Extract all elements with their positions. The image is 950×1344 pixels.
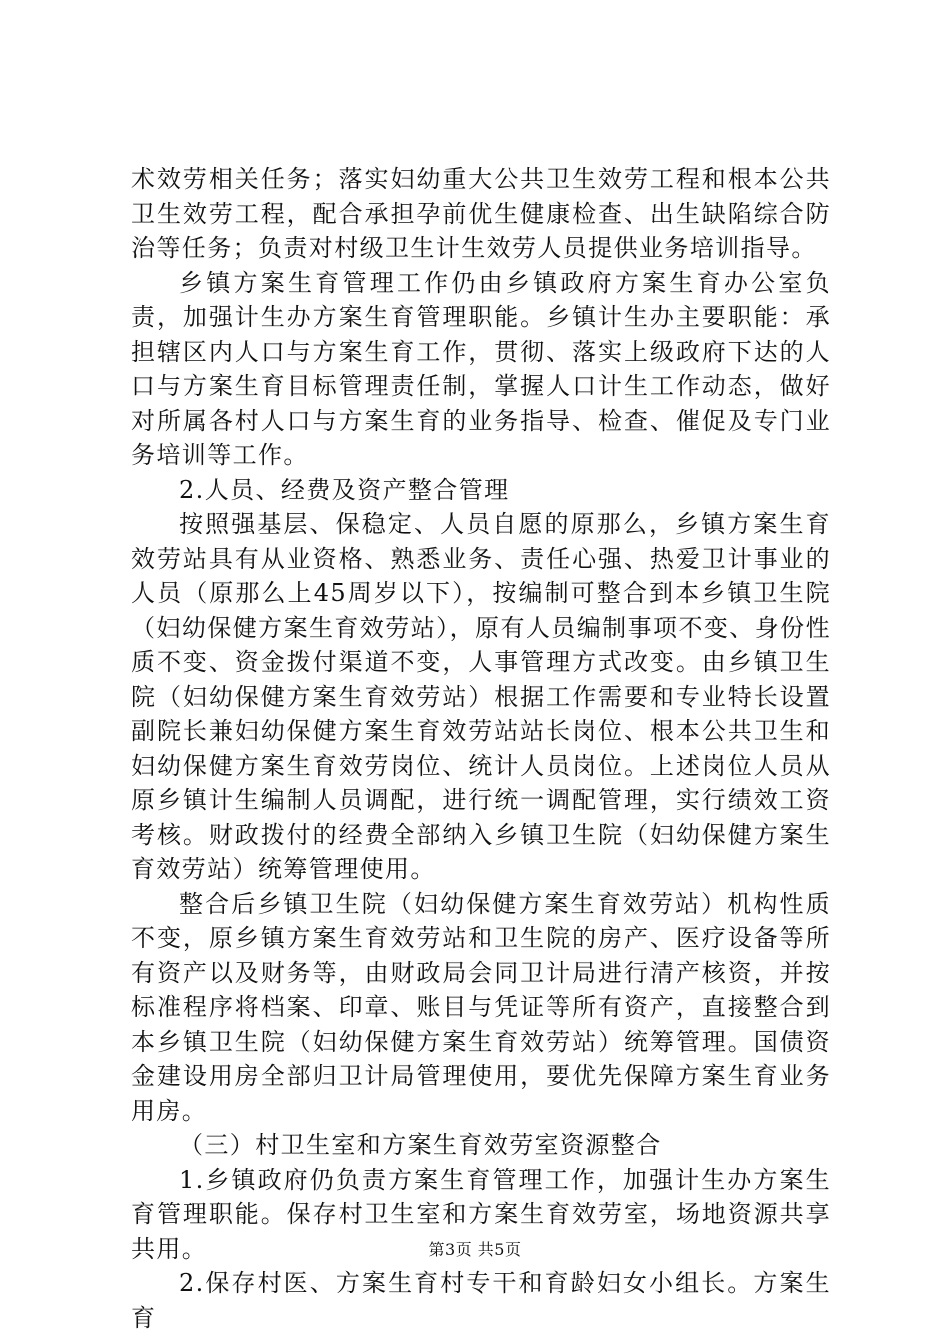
page-number-footer: 第3页 共5页 xyxy=(428,1240,522,1259)
document-body xyxy=(131,162,831,1335)
paragraph-8: 2.保存村医、方案生育村专干和育龄妇女小组长。方案生育 xyxy=(131,1269,831,1332)
paragraph-4: 按照强基层、保稳定、人员自愿的原那么，乡镇方案生育效劳站具有从业资格、熟悉业务、责任心强、热爱卫计事业的人员（原那么上45周岁以下），按编制可整合到本乡镇卫生院（妇幼保健方案生育效劳站），原有人员编制事项不变、身份性质不变、资金拨付渠道不变，人事管理方式改变。由乡镇卫生院（妇幼保健方案生育效劳站）根据工作需要和专业特长设置副院长兼妇幼保健方案生育效劳站站长岗位、根本公共卫生和妇幼保健方案生育效劳岗位、统计人员岗位。上述岗位人员从原乡镇计生编制人员调配，进行统一调配管理，实行绩效工资考核。财政拨付的经费全部纳入乡镇卫生院（妇幼保健方案生育效劳站）统筹管理使用。 xyxy=(131,510,831,883)
paragraph-5: 整合后乡镇卫生院（妇幼保健方案生育效劳站）机构性质不变，原乡镇方案生育效劳站和卫生院的房产、医疗设备等所有资产以及财务等，由财政局会同卫计局进行清产核资，并按标准程序将档案、印章、账目与凭证等所有资产，直接整合到本乡镇卫生院（妇幼保健方案生育效劳站）统筹管理。国债资金建设用房全部归卫计局管理使用，要优先保障方案生育业务用房。 xyxy=(131,889,831,1125)
section-heading-village: （三）村卫生室和方案生育效劳室资源整合 xyxy=(179,1131,662,1159)
paragraph-2: 乡镇方案生育管理工作仍由乡镇政府方案生育办公室负责，加强计生办方案生育管理职能。乡镇计生办主要职能：承担辖区内人口与方案生育工作，贯彻、落实上级政府下达的人口与方案生育目标管理责任制，掌握人口计生工作动态，做好对所属各村人口与方案生育的业务指导、检查、催促及专门业务培训等工作。 xyxy=(131,268,831,469)
paragraph-1: 术效劳相关任务；落实妇幼重大公共卫生效劳工程和根本公共卫生效劳工程，配合承担孕前优生健康检查、出生缺陷综合防治等任务；负责对村级卫生计生效劳人员提供业务培训指导。 xyxy=(131,165,831,262)
section-heading-personnel: 2.人员、经费及资产整合管理 xyxy=(179,475,510,504)
paragraph-7: 1.乡镇政府仍负责方案生育管理工作，加强计生办方案生育管理职能。保存村卫生室和方案生育效劳室，场地资源共享共用。 xyxy=(131,1165,831,1263)
